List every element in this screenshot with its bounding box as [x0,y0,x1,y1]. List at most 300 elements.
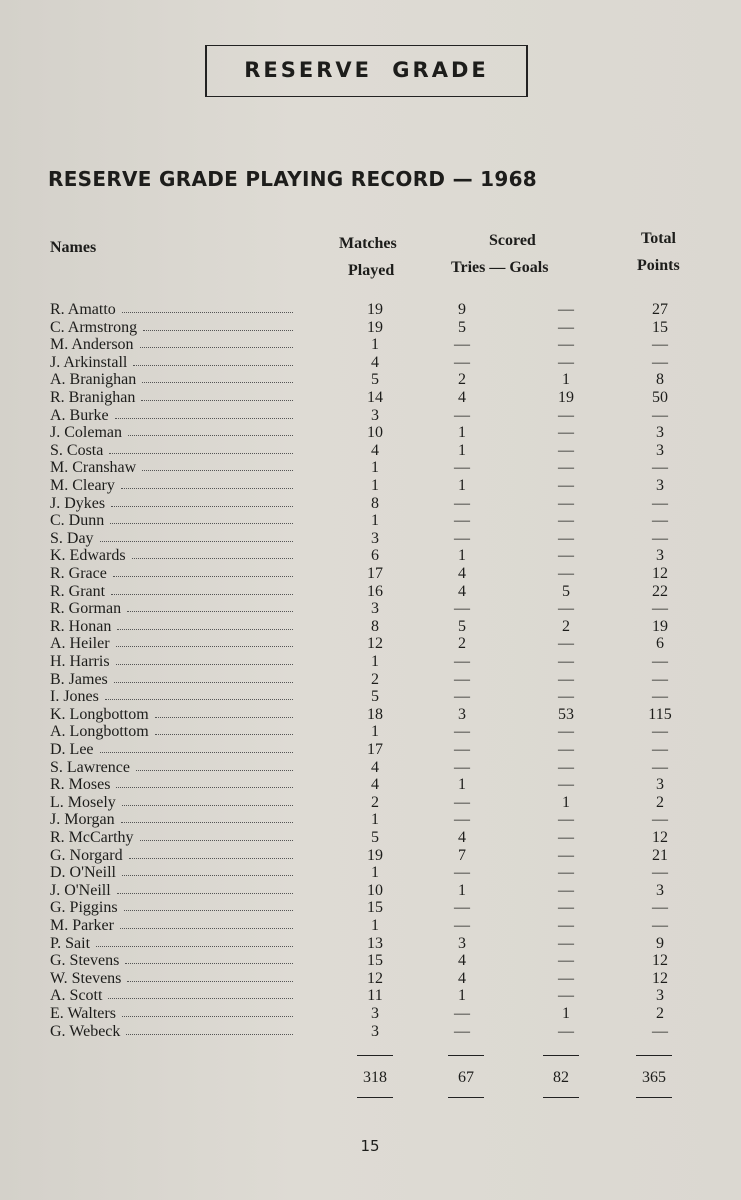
cell-played: 11 [367,987,383,1005]
player-name: A. Burke [50,406,109,424]
player-name: R. Moses [50,776,111,794]
header-total: Total [641,230,676,247]
leader-dots [133,365,293,366]
cell-points: — [652,529,668,547]
cell-goals: — [558,477,574,494]
leader-dots [141,400,293,401]
table-row [0,759,741,777]
cell-tries: — [454,688,470,706]
player-name: A. Scott [50,987,103,1005]
rule-tries-top [448,1055,484,1056]
cell-points: 3 [656,441,664,459]
table-row [0,600,741,618]
leader-dots [111,594,293,595]
cell-goals: — [558,529,574,547]
header-scored: Scored [489,232,536,249]
player-name: A. Heiler [50,635,110,653]
cell-goals: — [558,406,574,424]
cell-goals: — [558,441,574,459]
cell-goals: 1 [562,371,570,389]
cell-points: — [652,459,668,477]
cell-goals: — [558,741,574,758]
cell-tries: 1 [458,547,466,565]
leader-dots [115,418,293,419]
cell-tries: — [454,917,470,934]
cell-goals: — [558,952,574,970]
cell-goals: — [558,336,574,354]
cell-played: 10 [367,881,383,899]
player-name: A. Branighan [50,371,137,389]
cell-points: 12 [652,952,668,970]
cell-points: — [652,336,668,354]
cell-goals: — [558,459,574,477]
leader-dots [136,770,293,771]
leader-dots [142,382,293,383]
cell-points: 3 [656,424,664,442]
cell-points: 12 [652,969,668,987]
leader-dots [122,805,293,806]
cell-played: 16 [367,582,383,600]
cell-points: 8 [656,371,664,389]
cell-goals: — [558,881,574,899]
cell-played: 5 [371,371,379,389]
cell-goals: 1 [562,1005,570,1022]
cell-goals: — [558,776,574,794]
cell-goals: — [558,846,574,864]
cell-played: 1 [371,811,379,829]
table-row [0,301,741,319]
cell-tries: — [454,670,470,688]
player-name: G. Webeck [50,1022,121,1040]
cell-tries: 4 [458,389,466,406]
cell-tries: 1 [458,987,466,1005]
cell-points: — [652,406,668,424]
cell-points: — [652,494,668,512]
cell-goals: — [558,758,574,776]
leader-dots [116,787,293,788]
cell-tries: — [454,512,470,530]
cell-tries: 3 [458,705,466,723]
player-name: J. Morgan [50,811,115,829]
cell-tries: — [454,741,470,758]
leader-dots [117,893,293,894]
cell-played: 15 [367,899,383,917]
cell-tries: 2 [458,371,466,389]
cell-played: 10 [367,424,383,442]
leader-dots [120,928,293,929]
table-row [0,512,741,530]
cell-points: 50 [652,389,668,406]
cell-played: 3 [371,600,379,618]
cell-points: 15 [652,318,668,336]
cell-played: 3 [371,529,379,547]
cell-goals: — [558,899,574,917]
table-row [0,917,741,935]
player-name: K. Longbottom [50,705,149,723]
cell-points: 3 [656,547,664,565]
cell-tries: — [454,336,470,354]
cell-played: 14 [367,389,383,406]
cell-goals: — [558,318,574,336]
cell-points: 3 [656,776,664,794]
table-row [0,935,741,953]
cell-tries: 7 [458,846,466,864]
cell-goals: — [558,424,574,442]
cell-tries: — [454,353,470,371]
cell-tries: 4 [458,565,466,582]
cell-points: 3 [656,987,664,1005]
cell-played: 4 [371,441,379,459]
cell-points: 12 [652,829,668,846]
leader-dots [132,558,293,559]
table-row [0,723,741,741]
table-row [0,688,741,706]
leader-dots [113,576,293,577]
cell-goals: — [558,565,574,582]
player-name: C. Armstrong [50,318,138,336]
cell-points: 22 [652,582,668,600]
leader-dots [124,910,293,911]
leader-dots [126,1034,293,1035]
cell-tries: — [454,758,470,776]
cell-points: 2 [656,1005,664,1022]
cell-tries: 1 [458,441,466,459]
rule-points-top [636,1055,672,1056]
cell-played: 19 [367,318,383,336]
cell-goals: — [558,969,574,987]
cell-tries: — [454,811,470,829]
total-goals: 82 [553,1069,569,1086]
player-name: H. Harris [50,653,110,670]
cell-goals: — [558,670,574,688]
cell-played: 8 [371,494,379,512]
cell-played: 5 [371,688,379,706]
leader-dots [110,523,293,524]
cell-played: 2 [371,793,379,811]
cell-points: 3 [656,477,664,494]
leader-dots [143,330,293,331]
cell-points: — [652,600,668,618]
cell-tries: — [454,459,470,477]
player-name: L. Mosely [50,793,116,811]
leader-dots [109,453,293,454]
total-points: 365 [642,1069,666,1086]
table-row [0,882,741,900]
leader-dots [142,470,293,471]
player-name: E. Walters [50,1005,116,1022]
cell-goals: — [558,917,574,934]
player-name: P. Sait [50,934,91,952]
cell-points: — [652,1022,668,1040]
cell-points: 115 [648,705,672,723]
cell-goals: 2 [562,617,570,635]
cell-tries: — [454,1005,470,1022]
cell-tries: 1 [458,881,466,899]
header-tries-goals: Tries — Goals [451,259,549,276]
cell-goals: 19 [558,389,574,406]
table-row [0,706,741,724]
leader-dots [108,998,293,999]
player-name: M. Parker [50,917,114,934]
player-name: J. O'Neill [50,881,111,899]
cell-played: 4 [371,353,379,371]
cell-tries: 4 [458,969,466,987]
cell-points: 3 [656,881,664,899]
leader-dots [122,312,293,313]
cell-tries: 4 [458,952,466,970]
cell-points: — [652,512,668,530]
cell-tries: — [454,406,470,424]
leader-dots [100,752,293,753]
leader-dots [122,875,293,876]
table-row [0,495,741,513]
header-names: Names [50,239,97,256]
cell-goals: — [558,934,574,952]
cell-played: 6 [371,547,379,565]
cell-tries: 1 [458,776,466,794]
table-row [0,407,741,425]
cell-points: 27 [652,301,668,318]
table-row [0,477,741,495]
table-row [0,653,741,671]
player-name: R. Grace [50,565,107,582]
cell-goals: — [558,512,574,530]
cell-tries: — [454,529,470,547]
cell-played: 13 [367,934,383,952]
table-row [0,547,741,565]
cell-played: 1 [371,864,379,882]
table-row [0,952,741,970]
leader-dots [125,963,293,964]
cell-played: 12 [367,969,383,987]
total-tries: 67 [458,1069,474,1086]
cell-points: — [652,811,668,829]
cell-goals: — [558,987,574,1005]
cell-points: 9 [656,934,664,952]
cell-played: 1 [371,477,379,494]
table-row [0,354,741,372]
player-name: R. McCarthy [50,829,134,846]
leader-dots [128,435,293,436]
table-row [0,829,741,847]
player-name: W. Stevens [50,969,122,987]
cell-points: — [652,653,668,670]
leader-dots [116,646,293,647]
rule-points-bottom [636,1097,672,1098]
cell-played: 2 [371,670,379,688]
player-name: J. Coleman [50,424,122,442]
cell-tries: — [454,653,470,670]
header-played: Played [348,262,395,279]
player-name: S. Day [50,529,94,547]
page-title: RESERVE GRADE PLAYING RECORD — 1968 [48,167,537,191]
cell-played: 15 [367,952,383,970]
leader-dots [127,611,293,612]
cell-played: 1 [371,336,379,354]
player-name: I. Jones [50,688,99,706]
cell-points: — [652,899,668,917]
cell-points: 2 [656,793,664,811]
cell-played: 19 [367,301,383,318]
table-row [0,371,741,389]
table-row [0,671,741,689]
cell-played: 1 [371,653,379,670]
cell-goals: — [558,864,574,882]
leader-dots [96,946,293,947]
cell-goals: — [558,723,574,741]
leader-dots [100,541,293,542]
header-points: Points [637,257,680,274]
table-row [0,776,741,794]
cell-goals: — [558,1022,574,1040]
cell-tries: — [454,1022,470,1040]
cell-tries: — [454,600,470,618]
cell-played: 18 [367,705,383,723]
header-matches: Matches [339,235,397,252]
leader-dots [121,488,293,489]
cell-points: — [652,864,668,882]
table-row [0,389,741,407]
cell-goals: — [558,811,574,829]
cell-points: — [652,688,668,706]
table-row [0,1023,741,1041]
player-name: B. James [50,670,108,688]
table-row [0,811,741,829]
player-name: M. Cranshaw [50,459,137,477]
player-name: A. Longbottom [50,723,149,741]
player-name: J. Arkinstall [50,353,128,371]
rule-goals-top [543,1055,579,1056]
leader-dots [155,717,293,718]
cell-points: — [652,758,668,776]
cell-goals: 5 [562,582,570,600]
table-row [0,987,741,1005]
leader-dots [127,981,293,982]
cell-played: 1 [371,459,379,477]
cell-goals: — [558,353,574,371]
table-row [0,618,741,636]
rule-tries-bottom [448,1097,484,1098]
player-name: G. Piggins [50,899,118,917]
cell-goals: — [558,688,574,706]
cell-points: 12 [652,565,668,582]
table-row [0,336,741,354]
cell-played: 3 [371,406,379,424]
player-name: M. Anderson [50,336,134,354]
cell-tries: 3 [458,934,466,952]
player-name: S. Costa [50,441,104,459]
table-row [0,847,741,865]
player-name: J. Dykes [50,494,106,512]
cell-points: 21 [652,846,668,864]
cell-played: 3 [371,1022,379,1040]
cell-goals: 53 [558,705,574,723]
player-name: G. Stevens [50,952,120,970]
cell-goals: 1 [562,793,570,811]
leader-dots [114,682,293,683]
leader-dots [111,506,293,507]
player-name: R. Branighan [50,389,136,406]
player-name: S. Lawrence [50,758,130,776]
cell-goals: — [558,494,574,512]
cell-goals: — [558,301,574,318]
cell-played: 1 [371,723,379,741]
page-number: 15 [360,1137,380,1155]
cell-tries: 2 [458,635,466,653]
player-name: K. Edwards [50,547,126,565]
table-row [0,530,741,548]
cell-goals: — [558,600,574,618]
player-name: R. Honan [50,617,112,635]
cell-tries: — [454,793,470,811]
cell-played: 1 [371,917,379,934]
table-row [0,741,741,759]
cell-tries: 1 [458,424,466,442]
cell-points: — [652,723,668,741]
cell-played: 17 [367,565,383,582]
player-name: D. Lee [50,741,94,758]
leader-dots [140,347,293,348]
table-row [0,794,741,812]
leader-dots [129,858,293,859]
cell-played: 12 [367,635,383,653]
cell-tries: 5 [458,318,466,336]
table-row [0,565,741,583]
cell-played: 17 [367,741,383,758]
leader-dots [140,840,293,841]
cell-tries: — [454,864,470,882]
cell-points: — [652,353,668,371]
table-row [0,583,741,601]
cell-points: — [652,917,668,934]
leader-dots [116,664,293,665]
leader-dots [121,822,293,823]
table-row [0,864,741,882]
cell-goals: — [558,635,574,653]
cell-points: — [652,670,668,688]
cell-goals: — [558,653,574,670]
cell-tries: 4 [458,582,466,600]
table-row [0,1005,741,1023]
cell-played: 5 [371,829,379,846]
banner-title: RESERVE GRADE [244,58,489,82]
cell-tries: — [454,494,470,512]
leader-dots [117,629,293,630]
cell-tries: — [454,723,470,741]
cell-played: 19 [367,846,383,864]
cell-goals: — [558,547,574,565]
cell-tries: 4 [458,829,466,846]
player-name: M. Cleary [50,477,115,494]
player-name: C. Dunn [50,512,105,530]
cell-goals: — [558,829,574,846]
cell-played: 3 [371,1005,379,1022]
rule-goals-bottom [543,1097,579,1098]
cell-tries: 1 [458,477,466,494]
cell-tries: 9 [458,301,466,318]
cell-played: 1 [371,512,379,530]
table-row [0,319,741,337]
total-played: 318 [363,1069,387,1086]
cell-played: 8 [371,617,379,635]
table-row [0,459,741,477]
player-name: R. Amatto [50,301,116,318]
table-row [0,899,741,917]
rule-played-bottom [357,1097,393,1098]
cell-played: 4 [371,758,379,776]
rule-played-top [357,1055,393,1056]
leader-dots [105,699,293,700]
